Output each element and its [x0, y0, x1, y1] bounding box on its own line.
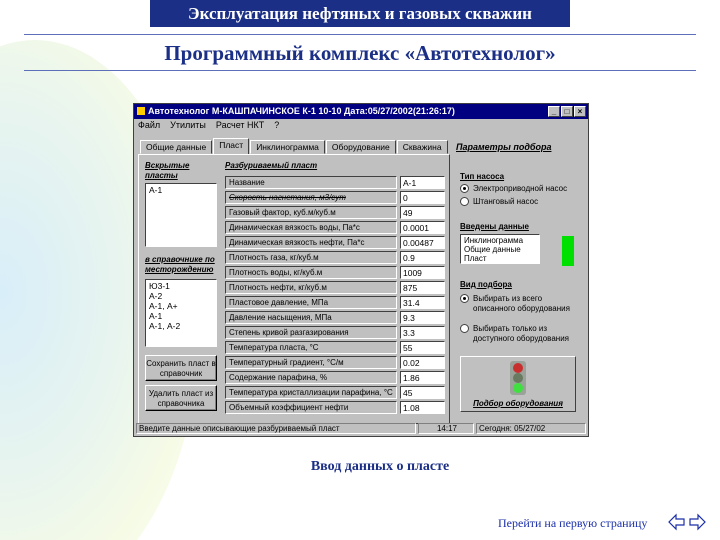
minimize-button[interactable]: _ — [548, 106, 560, 117]
close-button[interactable]: × — [574, 106, 586, 117]
radio-label: Электроприводной насос — [473, 184, 568, 193]
traffic-light-icon — [510, 361, 526, 395]
field-input[interactable] — [400, 206, 445, 219]
list-item: Общие данные — [464, 245, 521, 254]
radio-select-available[interactable] — [460, 324, 578, 344]
field-input[interactable] — [400, 311, 445, 324]
list-item[interactable]: А-1 — [149, 185, 163, 195]
pump-type-label: Тип насоса — [460, 172, 505, 181]
reference-layers-list[interactable] — [145, 279, 217, 347]
tab-well[interactable]: Скважина — [397, 140, 448, 154]
field-label: Плотность газа, кг/куб.м — [225, 251, 397, 264]
field-label: Температура пласта, °С — [225, 341, 397, 354]
field-input[interactable] — [400, 341, 445, 354]
field-label: Газовый фактор, куб.м/куб.м — [225, 206, 397, 219]
field-input[interactable] — [400, 266, 445, 279]
tab-inclinogram[interactable]: Инклинограмма — [250, 140, 325, 154]
field-input[interactable] — [400, 191, 445, 204]
first-page-link[interactable]: Перейти на первую страницу — [498, 516, 648, 530]
field-label: Скорость нагнетания, м3/сут — [225, 191, 397, 204]
field-label: Температура кристаллизации парафина, °С — [225, 386, 397, 399]
slide-caption: Ввод данных о пласте — [310, 459, 450, 474]
list-item[interactable]: А-2 — [149, 291, 163, 301]
status-date: Сегодня: 05/27/02 — [476, 423, 586, 434]
field-label: Объемный коэффициент нефти — [225, 401, 397, 414]
tab-layer[interactable]: Пласт — [213, 138, 249, 154]
maximize-button[interactable]: □ — [561, 106, 573, 117]
slide-title: Программный комплекс «Автотехнолог» — [164, 41, 556, 65]
list-item[interactable]: А-1, А-2 — [149, 321, 181, 331]
window-titlebar — [134, 104, 588, 119]
list-item: Инклинограмма — [464, 236, 524, 245]
radio-off-icon[interactable] — [460, 324, 469, 333]
field-label: Температурный градиент, °С/м — [225, 356, 397, 369]
field-input[interactable] — [400, 371, 445, 384]
field-input[interactable] — [400, 386, 445, 399]
status-message: Введите данные описывающие разбуриваемый пласт — [136, 423, 416, 434]
selection-params-title: Параметры подбора — [456, 142, 552, 152]
status-bar — [136, 423, 586, 434]
radio-rod-pump[interactable] — [460, 197, 538, 207]
select-equipment-button[interactable]: Подбор оборудования — [473, 399, 563, 408]
menu-tubing-calc[interactable]: Расчет НКТ — [215, 120, 265, 130]
status-time: 14:17 — [418, 423, 474, 434]
field-input[interactable] — [400, 296, 445, 309]
slide-header: Эксплуатация нефтяных и газовых скважин — [150, 0, 570, 27]
radio-label: Выбирать только из доступного оборудования — [473, 324, 570, 343]
radio-on-icon[interactable] — [460, 184, 469, 193]
divider-bottom — [24, 70, 696, 71]
field-label: Содержание парафина, % — [225, 371, 397, 384]
field-label: Плотность воды, кг/куб.м — [225, 266, 397, 279]
back-arrow-icon[interactable] — [668, 513, 686, 531]
field-label: Название — [225, 176, 397, 189]
tab-strip — [140, 140, 449, 154]
opened-layers-list[interactable] — [145, 183, 217, 247]
selection-params-panel — [454, 140, 584, 424]
field-input[interactable] — [400, 236, 445, 249]
radio-electric-pump[interactable] — [460, 184, 567, 194]
selection-type-label: Вид подбора — [460, 280, 512, 289]
menu-bar — [134, 119, 588, 132]
field-label: Плотность нефти, кг/куб.м — [225, 281, 397, 294]
radio-label: Выбирать из всего описанного оборудования — [473, 294, 570, 313]
field-input[interactable] — [400, 251, 445, 264]
divider-top — [24, 34, 696, 35]
field-label: Давление насыщения, МПа — [225, 311, 397, 324]
entered-data-list[interactable] — [460, 234, 540, 264]
app-window — [133, 103, 589, 437]
field-label: Динамическая вязкость воды, Па*с — [225, 221, 397, 234]
red-lamp-icon — [513, 363, 523, 373]
field-label: Степень кривой разгазирования — [225, 326, 397, 339]
radio-select-all[interactable] — [460, 294, 578, 314]
list-item[interactable]: Ю3-1 — [149, 281, 170, 291]
entered-data-label: Введены данные — [460, 222, 529, 231]
delete-layer-button[interactable]: Удалить пласт из справочника — [145, 385, 217, 411]
form-title: Разбуриваемый пласт — [225, 161, 318, 170]
layer-panel — [138, 154, 450, 424]
field-label: Пластовое давление, МПа — [225, 296, 397, 309]
save-layer-button[interactable]: Сохранить пласт в справочник — [145, 355, 217, 381]
radio-label: Штанговый насос — [473, 197, 539, 206]
opened-layers-label: Вскрытые пласты — [145, 161, 190, 180]
forward-arrow-icon[interactable] — [688, 513, 706, 531]
green-lamp-icon — [513, 383, 523, 393]
equipment-selection-box — [460, 356, 576, 412]
window-title: Автотехнолог М-КАШПАЧИНСКОЕ К-1 10-10 Дата:05/27/2002(21:26:17) — [148, 106, 455, 116]
field-input[interactable] — [400, 326, 445, 339]
list-item[interactable]: А-1, А+ — [149, 301, 178, 311]
radio-off-icon[interactable] — [460, 197, 469, 206]
radio-on-icon[interactable] — [460, 294, 469, 303]
menu-help[interactable]: ? — [274, 120, 280, 130]
field-input[interactable] — [400, 221, 445, 234]
menu-utilities[interactable]: Утилиты — [170, 120, 206, 130]
menu-file[interactable]: Файл — [138, 120, 161, 130]
tab-general-data[interactable]: Общие данные — [140, 140, 212, 154]
field-input[interactable] — [400, 281, 445, 294]
field-label: Динамическая вязкость нефти, Па*с — [225, 236, 397, 249]
list-item: Пласт — [464, 254, 487, 263]
list-item[interactable]: А-1 — [149, 311, 163, 321]
tab-equipment[interactable]: Оборудование — [326, 140, 396, 154]
field-input[interactable] — [400, 401, 445, 414]
app-icon — [137, 107, 145, 115]
field-input[interactable] — [400, 356, 445, 369]
yellow-lamp-icon — [513, 373, 523, 383]
field-input[interactable] — [400, 176, 445, 189]
reference-label: в справочнике по месторождению — [145, 255, 215, 274]
data-complete-indicator — [562, 236, 574, 266]
window-controls — [548, 106, 586, 117]
